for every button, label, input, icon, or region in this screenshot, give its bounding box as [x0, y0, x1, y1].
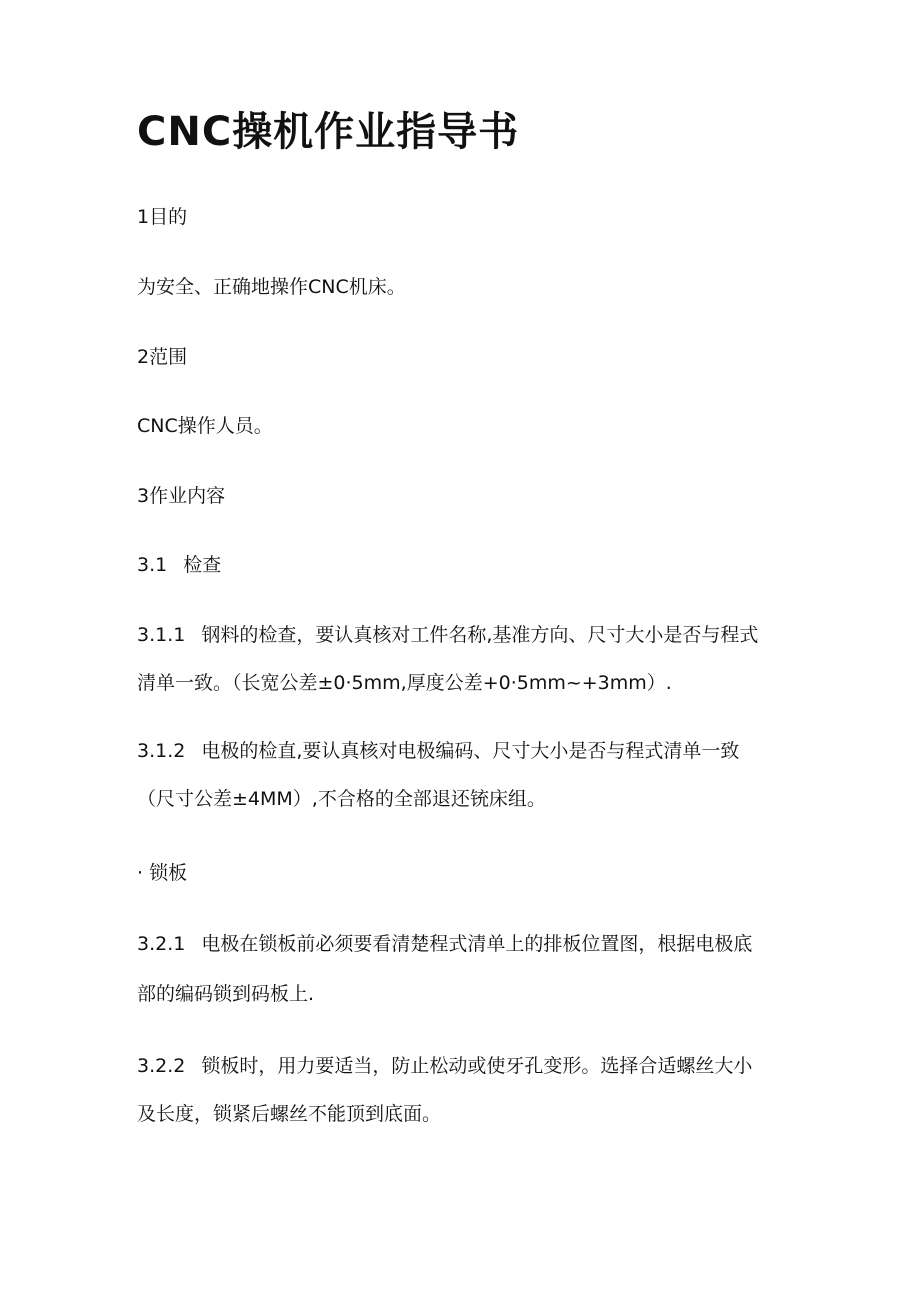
section-3-1-2-line-2: （尺寸公差±4MM）,不合格的全部退还铳床组。 [137, 788, 546, 810]
section-number: 3.2.1 [137, 933, 186, 955]
section-3-2-2-line-2: 及长度，锁紧后螺丝不能顶到底面。 [137, 1103, 442, 1125]
section-number: 3.1.2 [137, 740, 186, 762]
section-number: 3.1.1 [137, 624, 186, 646]
section-title: 检查 [183, 554, 222, 576]
section-number: 3.1 [137, 554, 168, 576]
section-3-1-2-line-1 [137, 738, 739, 764]
section-text: 电极在锁板前必须要看清楚程式清单上的排板位置图，根据电极底 [201, 933, 753, 955]
section-3-2-1-line-2: 部的编码锁到码板上. [137, 983, 315, 1005]
purpose-text: 为安全、正确地操作CNC机床。 [137, 276, 406, 298]
document-title: CNC操机作业指导书 [137, 109, 520, 155]
section-3-2: · 锁板 [137, 862, 188, 884]
section-text: 电极的检直,要认真核对电极编码、尺寸大小是否与程式清单一致 [201, 740, 740, 762]
section-3-1-1-line-2: 清单一致。（长宽公差±0·5mm,厚度公差+0·5mm~+3mm）. [137, 672, 672, 694]
section-text: 锁板时，用力要适当，防止松动或使牙孔变形。选择合适螺丝大小 [201, 1055, 753, 1077]
section-3-2-1-line-1 [137, 931, 752, 957]
heading-work-content: 3作业内容 [137, 485, 226, 507]
section-text: 钢料的检查，要认真核对工件名称,基准方向、尺寸大小是否与程式 [201, 624, 759, 646]
heading-scope: 2范围 [137, 346, 188, 368]
heading-purpose: 1目的 [137, 206, 188, 228]
section-3-1 [137, 552, 221, 578]
section-3-2-2-line-1 [137, 1053, 752, 1079]
section-number: 3.2.2 [137, 1055, 186, 1077]
section-3-1-1-line-1 [137, 622, 758, 648]
scope-text: CNC操作人员。 [137, 415, 273, 437]
